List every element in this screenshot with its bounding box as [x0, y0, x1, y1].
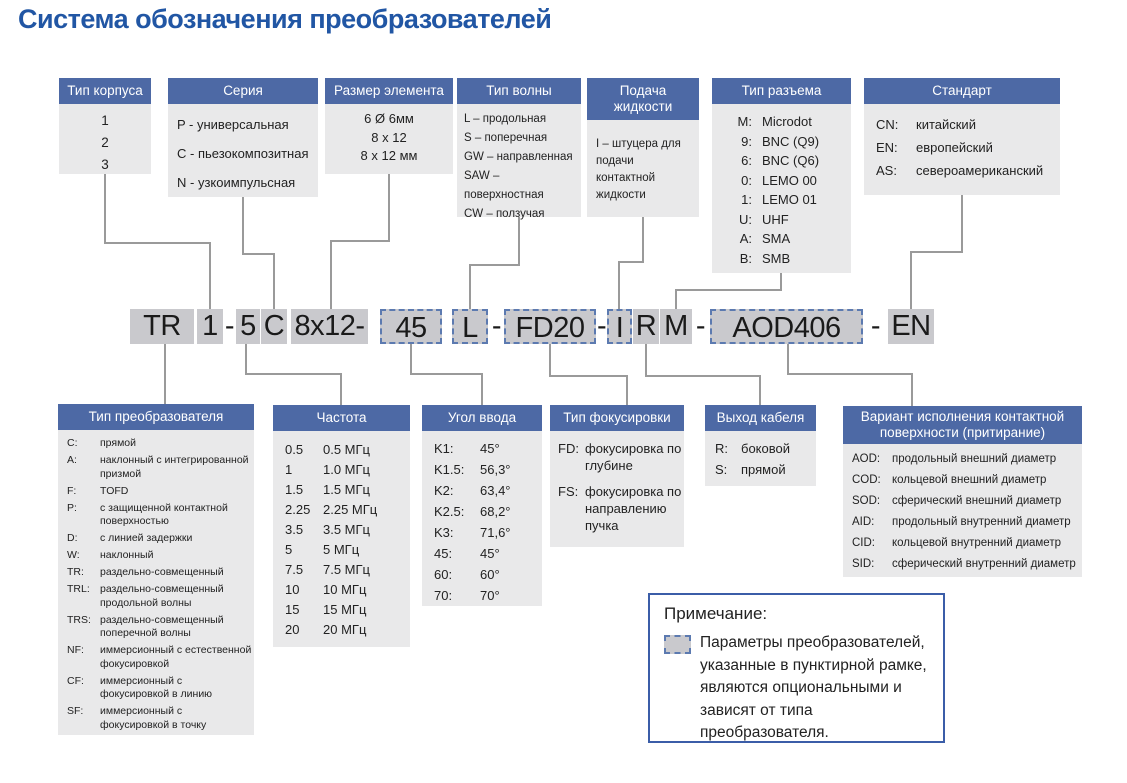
code-description: 68,2°	[480, 504, 511, 519]
code-term: 1.5	[285, 482, 304, 497]
code-term: C:	[67, 437, 78, 449]
note-text: Параметры преобразователей, указанные в пунктирной рамке, являются опциональными и зависят от типа преобразователя.	[700, 634, 927, 741]
code-description: 56,3°	[480, 462, 511, 477]
code-term: SF:	[67, 705, 84, 717]
box-transducer-type	[58, 404, 254, 735]
code-entry	[864, 136, 1060, 159]
box-focus-type	[550, 405, 684, 547]
list-item: 8 x 12	[371, 129, 407, 145]
code-description: 20 МГц	[323, 622, 367, 637]
code-entry	[843, 449, 1082, 470]
code-entry	[864, 159, 1060, 182]
note-title: Примечание:	[664, 604, 768, 623]
code-token: AOD406	[710, 309, 863, 344]
code-entry	[712, 249, 851, 269]
box-body	[705, 431, 816, 480]
code-description: 15 МГц	[323, 602, 367, 617]
code-entry	[705, 438, 816, 459]
code-term: A:	[739, 231, 752, 246]
box-body	[59, 104, 151, 176]
code-term: 45:	[434, 546, 453, 561]
line-element-to-code	[331, 174, 389, 309]
code-description: прямой	[741, 462, 786, 477]
code-description: с линией задержки	[100, 532, 193, 544]
code-description: 1.5 МГц	[323, 482, 370, 497]
code-term: FS:	[558, 484, 579, 499]
code-entry	[273, 440, 410, 460]
code-term: D:	[67, 532, 78, 544]
code-term: K3:	[434, 525, 454, 540]
line-standard-to-code	[911, 195, 962, 309]
code-term: CF:	[67, 674, 84, 687]
box-body	[168, 104, 318, 197]
box-body	[550, 431, 684, 534]
line-code-to-angle	[411, 344, 482, 405]
line-connector-to-code	[676, 273, 781, 309]
code-entry	[273, 540, 410, 560]
code-term: 0.5	[285, 442, 304, 457]
code-token: 1	[197, 309, 223, 344]
designation-code	[0, 309, 1127, 344]
list-item: N - узкоимпульсная	[177, 175, 296, 190]
box-title: Тип волны	[457, 78, 581, 104]
box-housing-type	[59, 78, 151, 174]
code-entry	[58, 437, 254, 451]
code-term: U:	[739, 211, 752, 227]
code-description: 63,4°	[480, 483, 511, 498]
code-entry	[58, 549, 254, 563]
code-entry	[843, 491, 1082, 512]
code-token: 8x12-	[291, 309, 368, 344]
code-entry	[712, 171, 851, 191]
code-entry	[550, 483, 684, 534]
code-description: 45°	[480, 441, 500, 456]
code-entry	[58, 644, 254, 671]
list-item: 1	[101, 113, 109, 128]
code-description: BNC (Q6)	[762, 153, 820, 168]
code-description: BNC (Q9)	[762, 133, 820, 149]
code-entry	[273, 460, 410, 480]
box-text: I – штуцера для подачи контактной жидкости	[596, 138, 681, 201]
code-term: K1:	[434, 441, 454, 456]
box-title: Вариант исполнения контактной поверхности (притирание)	[843, 406, 1082, 444]
box-element-size	[325, 78, 453, 174]
code-token: C	[261, 309, 287, 344]
list-item: CW – ползучая	[464, 208, 545, 220]
code-token: M	[660, 309, 692, 344]
code-description: раздельно-совмещенный поперечной волны	[100, 613, 224, 639]
code-entry	[712, 132, 851, 152]
code-entry	[712, 112, 851, 132]
line-wave-to-code	[470, 217, 519, 309]
code-description: 5 МГц	[323, 542, 360, 557]
code-entry	[843, 554, 1082, 575]
code-token: FD20	[504, 309, 596, 344]
code-entry	[58, 454, 254, 481]
code-entry	[273, 520, 410, 540]
code-description: раздельно-совмещенный продольной волны	[100, 583, 224, 609]
code-description: североамериканский	[916, 163, 1044, 178]
code-description: сферический внутренний диаметр	[892, 558, 1076, 570]
code-description: 45°	[480, 546, 500, 561]
code-entry	[422, 543, 542, 564]
code-entry	[712, 210, 851, 230]
code-term: M:	[737, 114, 752, 129]
box-title: Угол ввода	[422, 405, 542, 431]
code-description: LEMO 00	[762, 172, 817, 188]
code-description: иммерсионный с фокусировкой в линию	[100, 674, 213, 700]
box-title: Тип разъема	[712, 78, 851, 104]
code-token: R	[633, 309, 659, 344]
code-description: 0.5 МГц	[323, 442, 370, 457]
code-term: 1	[285, 462, 293, 477]
code-separator: -	[491, 310, 502, 342]
code-description: наклонный с интегрированной призмой	[100, 454, 249, 480]
code-term: 6:	[741, 153, 752, 168]
code-separator: -	[224, 310, 235, 342]
list-item: GW – направленная	[464, 151, 573, 163]
code-separator: -	[870, 310, 881, 342]
code-term: AS:	[876, 163, 897, 178]
code-description: 2.25 МГц	[323, 502, 378, 517]
box-standard	[864, 78, 1060, 195]
dashed-box-legend-icon	[664, 635, 691, 654]
box-body	[422, 431, 542, 606]
code-description: европейский	[916, 140, 993, 155]
code-description: SMB	[762, 250, 791, 266]
code-description: китайский	[916, 117, 976, 132]
code-description: SMA	[762, 231, 791, 246]
code-entry	[712, 151, 851, 171]
code-description: прямой	[100, 437, 137, 449]
code-entry	[843, 512, 1082, 533]
line-code-to-cable	[646, 344, 760, 405]
code-entry	[422, 564, 542, 585]
box-series	[168, 78, 318, 197]
code-entry	[273, 560, 410, 580]
code-entry	[273, 500, 410, 520]
box-title: Размер элемента	[325, 78, 453, 104]
box-wave-type	[457, 78, 581, 220]
box-title: Серия	[168, 78, 318, 104]
code-term: W:	[67, 549, 80, 561]
list-item: S – поперечная	[464, 132, 548, 144]
code-term: 9:	[741, 133, 752, 149]
code-separator: -	[695, 310, 706, 342]
code-term: K2:	[434, 483, 454, 498]
code-entry	[58, 485, 254, 499]
code-term: 1:	[741, 192, 752, 207]
code-token: 5	[236, 309, 260, 344]
code-description: 7.5 МГц	[323, 562, 370, 577]
code-token: L	[452, 309, 488, 344]
line-code-to-focus	[550, 344, 627, 405]
box-body	[712, 104, 851, 268]
code-term: 0:	[741, 172, 752, 188]
box-title: Частота	[273, 405, 410, 431]
code-description: 3.5 МГц	[323, 522, 370, 537]
code-description: LEMO 01	[762, 192, 817, 207]
code-entry	[705, 459, 816, 480]
code-term: 60:	[434, 567, 453, 582]
code-entry	[864, 113, 1060, 136]
code-description: кольцевой внутренний диаметр	[892, 537, 1061, 549]
box-frequency	[273, 405, 410, 647]
code-entry	[273, 600, 410, 620]
code-term: TR:	[67, 566, 84, 578]
code-term: R:	[715, 441, 728, 456]
line-code-to-contact	[788, 344, 912, 406]
code-term: 3.5	[285, 522, 304, 537]
list-item: C - пьезокомпозитная	[177, 146, 309, 161]
code-separator: -	[597, 310, 607, 342]
code-entry	[712, 190, 851, 210]
box-title: Подача жидкости	[587, 78, 699, 120]
code-entry	[273, 480, 410, 500]
box-body	[457, 104, 581, 224]
code-term: S:	[715, 462, 728, 477]
code-term: 15	[285, 602, 300, 617]
code-description: фокусировка по направлению пучка	[585, 484, 682, 533]
code-entry	[58, 566, 254, 580]
code-token: 45	[380, 309, 442, 344]
code-description: раздельно-совмещенный	[100, 566, 224, 578]
box-connector-type	[712, 78, 851, 273]
code-entry	[58, 614, 254, 641]
list-item: P - универсальная	[177, 117, 289, 132]
code-entry	[422, 480, 542, 501]
code-token: EN	[888, 309, 934, 344]
code-term: P:	[67, 501, 77, 514]
code-term: K2.5:	[434, 504, 465, 519]
list-item: 8 x 12 мм	[360, 148, 418, 163]
code-term: AOD:	[852, 453, 881, 465]
list-item: L – продольная	[464, 113, 547, 125]
code-description: боковой	[741, 441, 790, 456]
list-item: 6 Ø 6мм	[364, 111, 414, 126]
list-item: 2	[101, 135, 109, 150]
code-description: иммерсионный с фокусировкой в точку	[100, 705, 207, 731]
code-description: TOFD	[100, 484, 129, 497]
box-body	[843, 444, 1082, 575]
list-item: SAW – поверхностная	[464, 170, 544, 201]
code-entry	[273, 580, 410, 600]
code-term: NF:	[67, 644, 84, 656]
box-liquid-supply	[587, 78, 699, 217]
code-entry	[843, 533, 1082, 554]
code-entry	[422, 522, 542, 543]
code-description: 60°	[480, 567, 500, 582]
code-term: SOD:	[852, 495, 881, 507]
note-box	[648, 593, 945, 743]
code-description: сферический внешний диаметр	[892, 495, 1062, 507]
line-liquid-to-code	[619, 217, 643, 309]
code-token: TR	[130, 309, 194, 344]
code-entry	[422, 501, 542, 522]
code-description: продольный внешний диаметр	[892, 453, 1057, 465]
code-term: K1.5:	[434, 462, 465, 477]
code-term: 7.5	[285, 562, 304, 577]
code-description: 71,6°	[480, 525, 511, 540]
box-body	[864, 104, 1060, 182]
box-body	[325, 104, 453, 166]
box-title: Тип преобразователя	[58, 404, 254, 430]
box-cable-exit	[705, 405, 816, 486]
code-entry	[422, 438, 542, 459]
line-code-to-frequency	[246, 344, 341, 405]
code-term: COD:	[852, 474, 881, 486]
code-entry	[58, 502, 254, 529]
line-series-to-code	[243, 197, 274, 309]
code-description: 1.0 МГц	[323, 462, 370, 477]
code-term: SID:	[852, 558, 875, 570]
code-description: Microdot	[762, 114, 812, 129]
code-term: A:	[67, 454, 77, 466]
code-term: EN:	[876, 140, 898, 155]
code-term: TRS:	[67, 613, 91, 626]
box-entry-angle	[422, 405, 542, 606]
page-title: Система обозначения преобразователей	[18, 4, 552, 34]
code-term: 70:	[434, 588, 453, 603]
box-title: Тип фокусировки	[550, 405, 684, 431]
code-entry	[58, 675, 254, 702]
code-description: UHF	[762, 211, 789, 227]
list-item: 3	[101, 157, 109, 172]
box-title: Стандарт	[864, 78, 1060, 104]
code-term: AID:	[852, 516, 875, 528]
code-term: 10	[285, 582, 300, 597]
code-term: CID:	[852, 537, 875, 549]
code-term: 20	[285, 622, 300, 637]
code-entry	[422, 459, 542, 480]
code-term: 5	[285, 542, 293, 557]
code-term: FD:	[558, 441, 579, 456]
code-term: B:	[739, 250, 752, 266]
code-entry	[422, 585, 542, 606]
code-description: иммерсионный с естественной фокусировкой	[100, 644, 252, 670]
note-body	[664, 632, 931, 745]
code-entry	[550, 440, 684, 474]
code-term: CN:	[876, 117, 899, 132]
code-description: 10 МГц	[323, 582, 367, 597]
code-entry	[58, 705, 254, 732]
code-term: TRL:	[67, 583, 90, 595]
code-entry	[712, 229, 851, 249]
code-term: F:	[67, 484, 77, 497]
box-body	[587, 120, 699, 204]
code-description: с защищенной контактной поверхностью	[100, 501, 228, 527]
code-entry	[273, 620, 410, 640]
code-description: кольцевой внешний диаметр	[892, 474, 1047, 486]
code-description: продольный внутренний диаметр	[892, 516, 1071, 528]
box-body	[273, 431, 410, 640]
code-entry	[843, 470, 1082, 491]
box-body	[58, 430, 254, 732]
box-title: Тип корпуса	[59, 78, 151, 104]
code-description: наклонный	[100, 549, 154, 561]
box-title: Выход кабеля	[705, 405, 816, 431]
code-entry	[58, 532, 254, 546]
code-entry	[58, 583, 254, 610]
code-description: 70°	[480, 588, 500, 603]
code-description: фокусировка по глубине	[585, 441, 682, 473]
code-token: I	[607, 309, 632, 344]
box-contact-surface	[843, 406, 1082, 577]
code-term: 2.25	[285, 502, 311, 517]
